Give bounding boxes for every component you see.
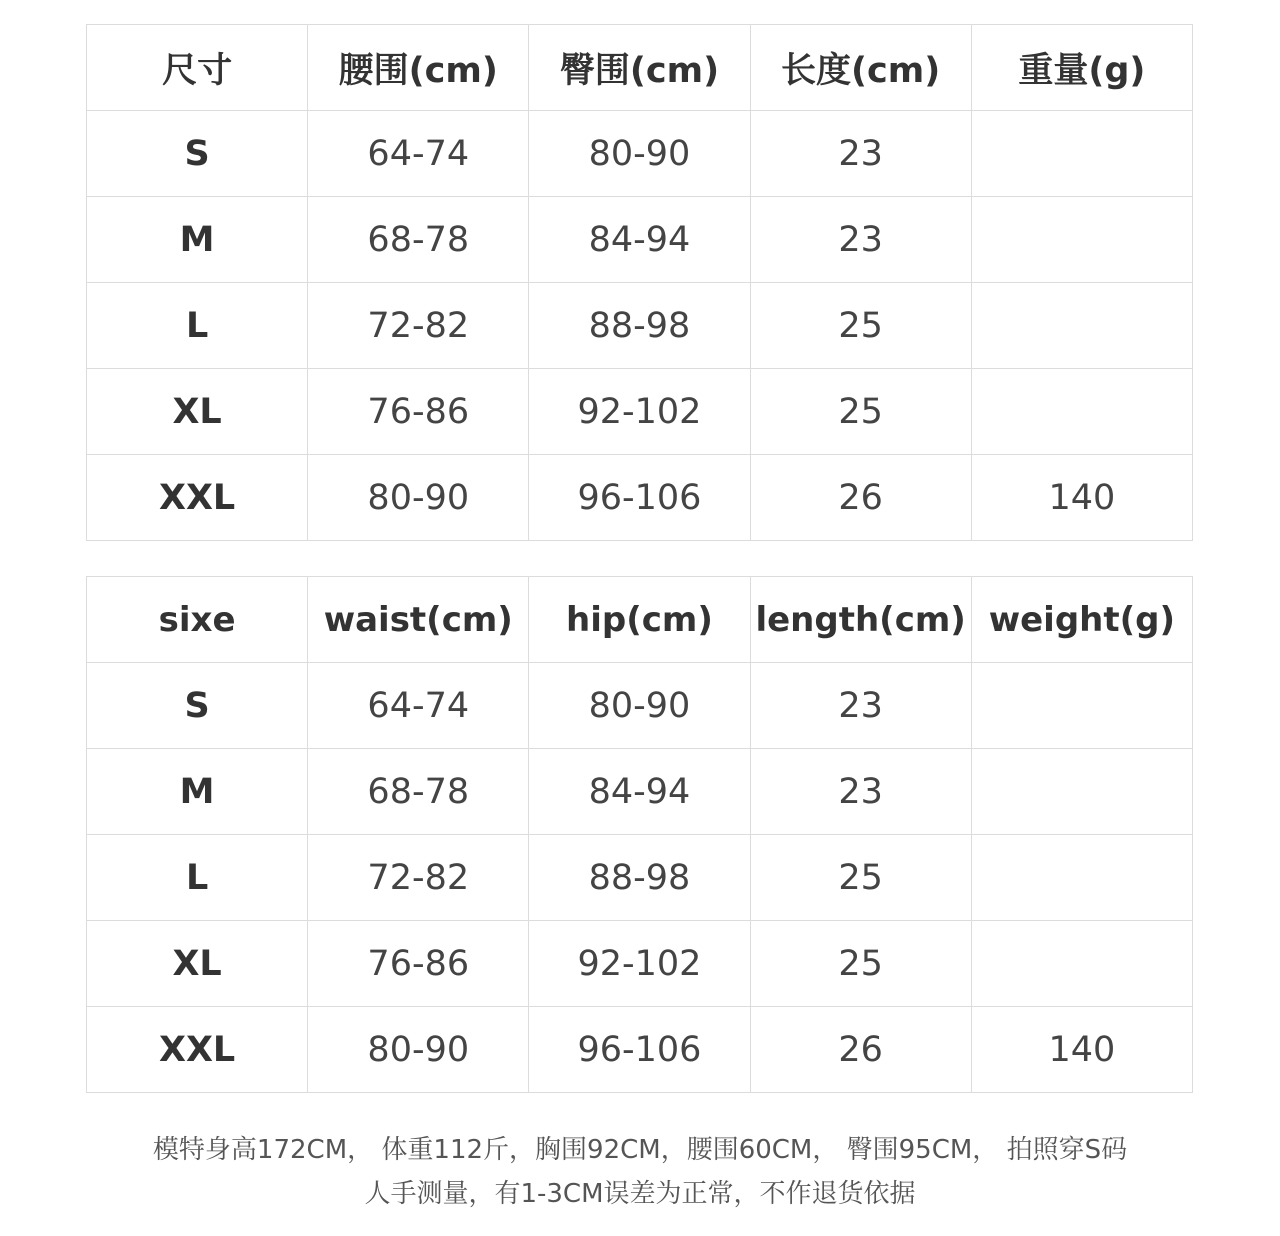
length-cell: 25 <box>750 283 971 369</box>
header-hip: 臀围(cm) <box>529 25 750 111</box>
weight-cell <box>971 921 1192 1007</box>
size-table-chinese <box>86 24 1193 541</box>
waist-cell: 72-82 <box>308 835 529 921</box>
hip-cell: 80-90 <box>529 111 750 197</box>
length-cell: 23 <box>750 749 971 835</box>
table-header-row <box>87 577 1193 663</box>
table-row <box>87 835 1193 921</box>
weight-cell <box>971 197 1192 283</box>
waist-cell: 68-78 <box>308 749 529 835</box>
size-cell: XL <box>87 369 308 455</box>
waist-cell: 76-86 <box>308 369 529 455</box>
hip-cell: 92-102 <box>529 921 750 1007</box>
length-cell: 25 <box>750 835 971 921</box>
waist-cell: 76-86 <box>308 921 529 1007</box>
weight-cell <box>971 663 1192 749</box>
hip-cell: 88-98 <box>529 835 750 921</box>
length-cell: 23 <box>750 111 971 197</box>
size-cell: XL <box>87 921 308 1007</box>
weight-cell: 140 <box>971 455 1192 541</box>
header-waist: waist(cm) <box>308 577 529 663</box>
waist-cell: 64-74 <box>308 111 529 197</box>
size-cell: M <box>87 749 308 835</box>
table-row <box>87 1007 1193 1093</box>
header-size: sixe <box>87 577 308 663</box>
weight-cell <box>971 369 1192 455</box>
model-notes <box>0 1128 1280 1216</box>
header-weight: 重量(g) <box>971 25 1192 111</box>
table-row <box>87 749 1193 835</box>
table-row <box>87 921 1193 1007</box>
header-size: 尺寸 <box>87 25 308 111</box>
length-cell: 25 <box>750 369 971 455</box>
table-row <box>87 455 1193 541</box>
waist-cell: 68-78 <box>308 197 529 283</box>
model-info-text: 模特身高172CM， 体重112斤，胸围92CM，腰围60CM， 臀围95CM， 拍照穿S码 <box>152 1135 1128 1165</box>
table-row <box>87 197 1193 283</box>
size-cell: M <box>87 197 308 283</box>
table-header-row <box>87 25 1193 111</box>
weight-cell <box>971 283 1192 369</box>
waist-cell: 80-90 <box>308 455 529 541</box>
length-cell: 26 <box>750 455 971 541</box>
measurement-disclaimer-text: 人手测量，有1-3CM误差为正常，不作退货依据 <box>364 1179 916 1209</box>
header-hip: hip(cm) <box>529 577 750 663</box>
table-row <box>87 369 1193 455</box>
hip-cell: 80-90 <box>529 663 750 749</box>
length-cell: 25 <box>750 921 971 1007</box>
waist-cell: 72-82 <box>308 283 529 369</box>
header-weight: weight(g) <box>971 577 1192 663</box>
size-cell: L <box>87 283 308 369</box>
table-row <box>87 663 1193 749</box>
weight-cell <box>971 749 1192 835</box>
hip-cell: 88-98 <box>529 283 750 369</box>
weight-cell <box>971 111 1192 197</box>
length-cell: 26 <box>750 1007 971 1093</box>
header-length: 长度(cm) <box>750 25 971 111</box>
weight-cell <box>971 835 1192 921</box>
header-length: length(cm) <box>750 577 971 663</box>
length-cell: 23 <box>750 663 971 749</box>
hip-cell: 92-102 <box>529 369 750 455</box>
size-table-english <box>86 576 1193 1093</box>
size-cell: S <box>87 111 308 197</box>
hip-cell: 84-94 <box>529 197 750 283</box>
weight-cell: 140 <box>971 1007 1192 1093</box>
hip-cell: 96-106 <box>529 1007 750 1093</box>
waist-cell: 80-90 <box>308 1007 529 1093</box>
table-row <box>87 111 1193 197</box>
hip-cell: 96-106 <box>529 455 750 541</box>
size-cell: L <box>87 835 308 921</box>
table-row <box>87 283 1193 369</box>
header-waist: 腰围(cm) <box>308 25 529 111</box>
size-cell: XXL <box>87 455 308 541</box>
size-cell: S <box>87 663 308 749</box>
waist-cell: 64-74 <box>308 663 529 749</box>
length-cell: 23 <box>750 197 971 283</box>
hip-cell: 84-94 <box>529 749 750 835</box>
size-cell: XXL <box>87 1007 308 1093</box>
